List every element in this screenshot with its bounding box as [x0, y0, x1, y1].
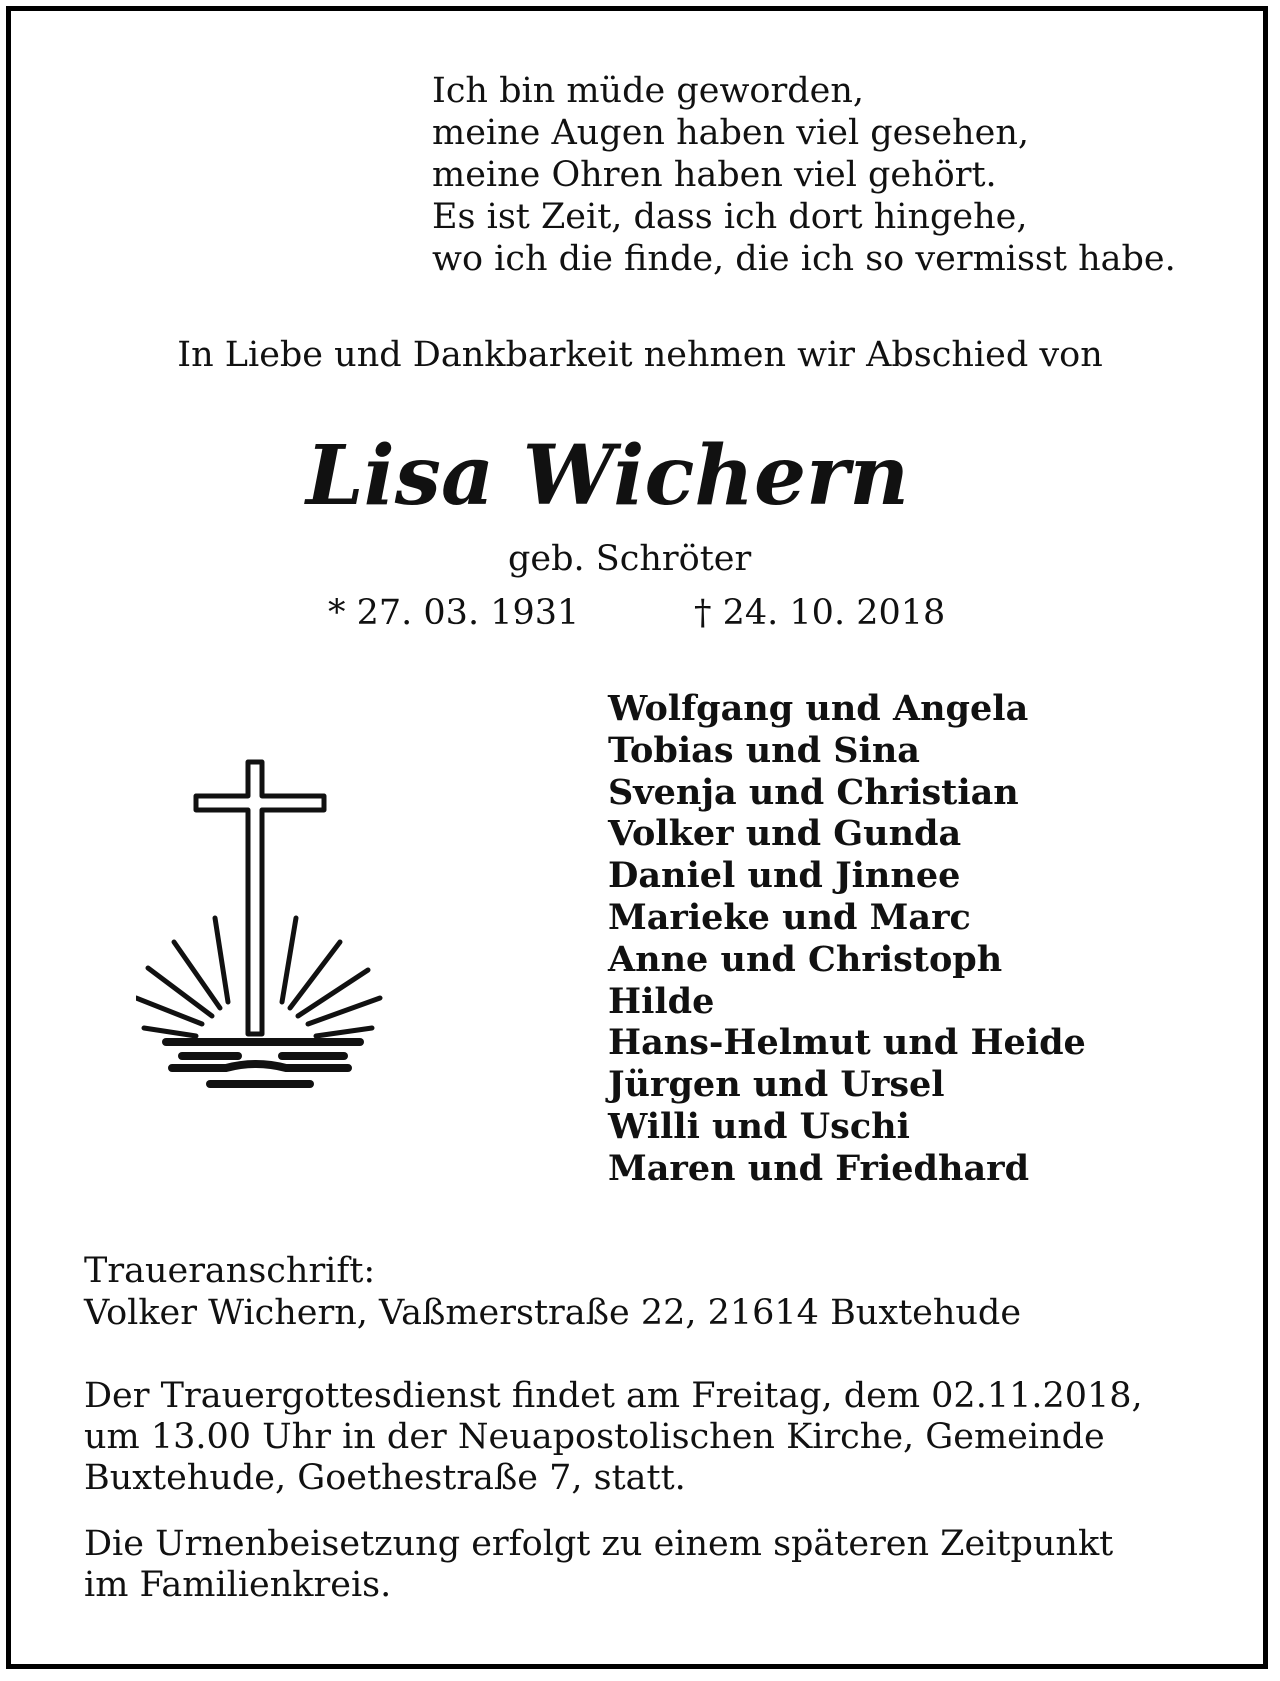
poem	[432, 70, 1176, 280]
burial-line: Die Urnenbeisetzung erfolgt zu einem späteren Zeitpunkt	[84, 1524, 1114, 1564]
list-item: Hilde	[608, 980, 715, 1022]
mourners-list	[608, 688, 1086, 1190]
farewell-intro-text: In Liebe und Dankbarkeit nehmen wir Abschied von	[177, 335, 1103, 375]
poem-line: Ich bin müde geworden,	[432, 71, 864, 111]
mourning-address	[84, 1250, 1021, 1334]
list-item: Daniel und Jinnee	[608, 855, 961, 897]
address-label: Traueranschrift:	[84, 1251, 376, 1291]
list-item: Maren und Friedhard	[608, 1147, 1030, 1189]
deceased-name: Lisa Wichern	[306, 428, 909, 524]
list-item: Volker und Gunda	[608, 813, 962, 855]
list-item: Marieke und Marc	[608, 896, 971, 938]
farewell-intro	[0, 334, 1280, 376]
service-line: Der Trauergottesdienst findet am Freitag, dem 02.11.2018,	[84, 1376, 1143, 1416]
list-item: Hans-Helmut und Heide	[608, 1022, 1086, 1064]
address-value: Volker Wichern, Vaßmerstraße 22, 21614 Buxtehude	[84, 1293, 1022, 1333]
poem-line: Es ist Zeit, dass ich dort hingehe,	[432, 197, 1028, 237]
list-item: Wolfgang und Angela	[608, 688, 1029, 729]
birth-date: * 27. 03. 1931	[328, 593, 580, 633]
urn-burial-info	[84, 1524, 1113, 1606]
list-item: Tobias und Sina	[608, 729, 920, 771]
service-line: Buxtehude, Goethestraße 7, statt.	[84, 1458, 686, 1498]
list-item: Jürgen und Ursel	[608, 1064, 945, 1106]
poem-line: meine Augen haben viel gesehen,	[432, 113, 1029, 153]
list-item: Svenja und Christian	[608, 771, 1019, 813]
poem-line: meine Ohren haben viel gehört.	[432, 155, 997, 195]
poem-line: wo ich die finde, die ich so vermisst habe.	[432, 239, 1176, 279]
service-line: um 13.00 Uhr in der Neuapostolischen Kirche, Gemeinde	[84, 1417, 1105, 1457]
death-date: † 24. 10. 2018	[694, 593, 946, 633]
list-item: Anne und Christoph	[608, 938, 1003, 980]
funeral-service-info	[84, 1376, 1143, 1499]
list-item: Willi und Uschi	[608, 1105, 910, 1147]
cross-rising-sun-icon	[136, 758, 386, 1094]
burial-line: im Familienkreis.	[84, 1565, 392, 1605]
maiden-name: geb. Schröter	[508, 539, 752, 579]
